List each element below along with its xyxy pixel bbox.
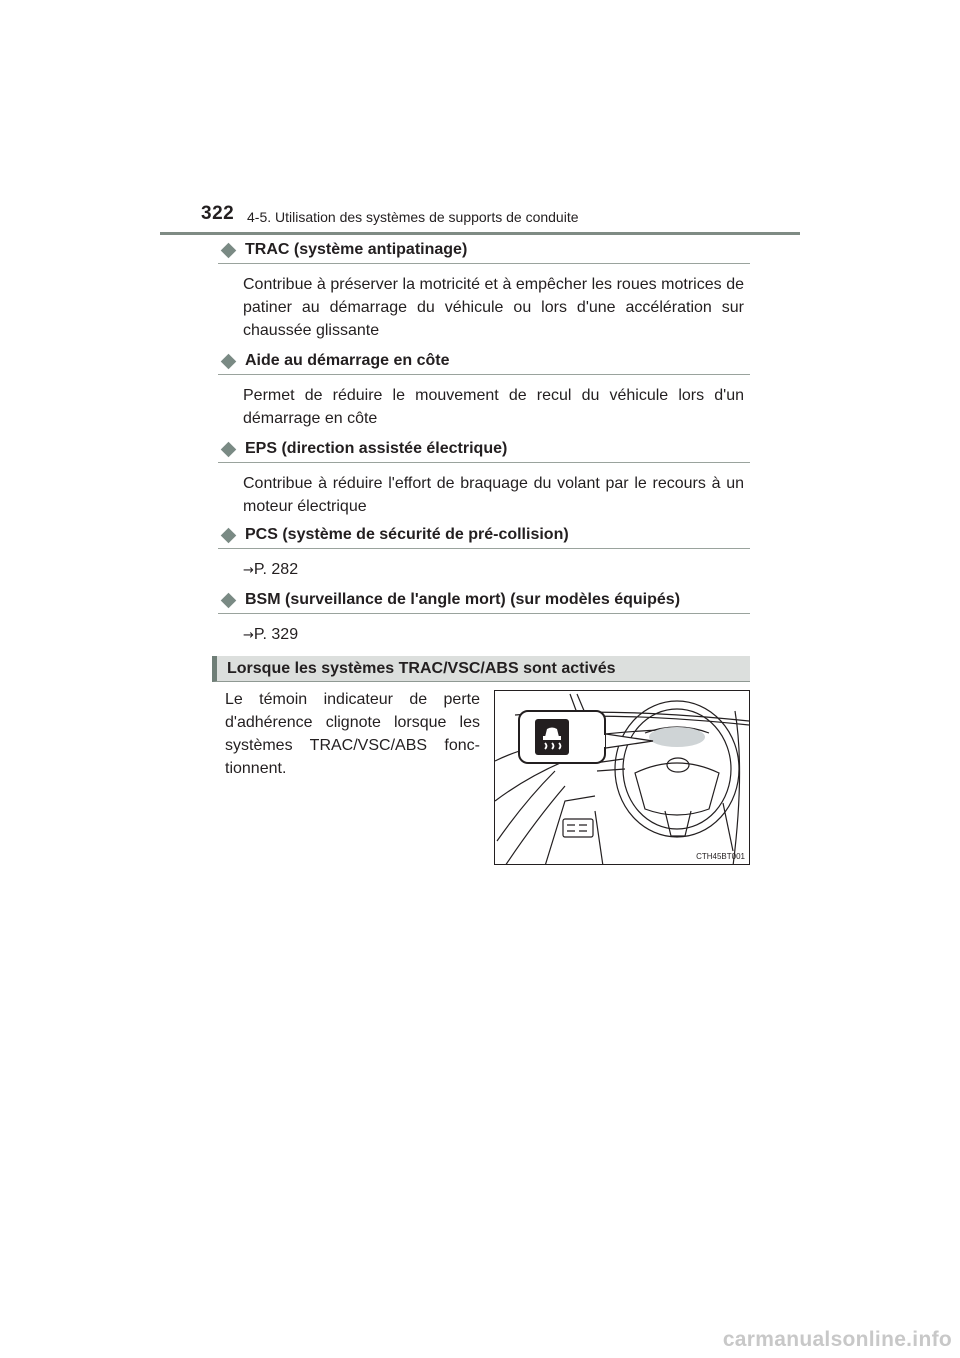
section-body: Contribue à préserver la motricité et à empêcher les roues motrices de patiner au démarrage du véhicule ou lors d'une accélération sur chaussée glissante [243, 276, 744, 339]
page-reference[interactable]: P. 329 [253, 626, 299, 643]
section-body [243, 558, 744, 582]
section-title-text: BSM (surveillance de l'angle mort) (sur modèles équipés) [245, 591, 681, 608]
diamond-icon [221, 592, 237, 608]
section-hill-start [218, 348, 750, 430]
xref-arrow: → [243, 563, 254, 578]
section-bsm [218, 587, 750, 647]
section-pcs [218, 522, 750, 582]
section-title-text: TRAC (système antipatinage) [245, 241, 468, 258]
diamond-icon [221, 353, 237, 369]
watermark: carmanualsonline.info [722, 1328, 952, 1351]
section-title [218, 348, 750, 375]
dashboard-figure [494, 690, 750, 865]
slip-indicator-icon [535, 719, 569, 755]
activation-text: Le témoin indicateur de perte d'adhérence clignote lorsque les systèmes TRAC/VSC/ABS fonc-tionnent. [225, 691, 480, 777]
xref-arrow: → [243, 628, 254, 643]
section-title-text: EPS (direction assistée électrique) [245, 440, 508, 457]
diamond-icon [221, 527, 237, 543]
running-header: 4-5. Utilisation des systèmes de supports de conduite [247, 209, 579, 225]
page-number: 322 [201, 203, 235, 224]
section-body [243, 623, 744, 647]
diamond-icon [221, 242, 237, 258]
section-title [218, 587, 750, 614]
section-title-text: PCS (système de sécurité de pré-collision) [245, 526, 569, 543]
section-body: Permet de réduire le mouvement de recul du véhicule lors d'un démarrage en côte [243, 387, 744, 427]
header-rule [160, 232, 800, 235]
section-title [218, 436, 750, 463]
section-trac [218, 237, 750, 342]
diamond-icon [221, 441, 237, 457]
section-eps [218, 436, 750, 518]
section-title [218, 237, 750, 264]
section-body: Contribue à réduire l'effort de braquage du volant par le recours à un moteur électrique [243, 475, 744, 515]
figure-code: CTH45BT001 [696, 852, 745, 861]
section-title-text: Aide au démarrage en côte [245, 352, 450, 369]
page-reference[interactable]: P. 282 [253, 561, 299, 578]
dashboard-illustration [495, 691, 750, 865]
activation-banner: Lorsque les systèmes TRAC/VSC/ABS sont activés [212, 656, 750, 682]
section-title [218, 522, 750, 549]
